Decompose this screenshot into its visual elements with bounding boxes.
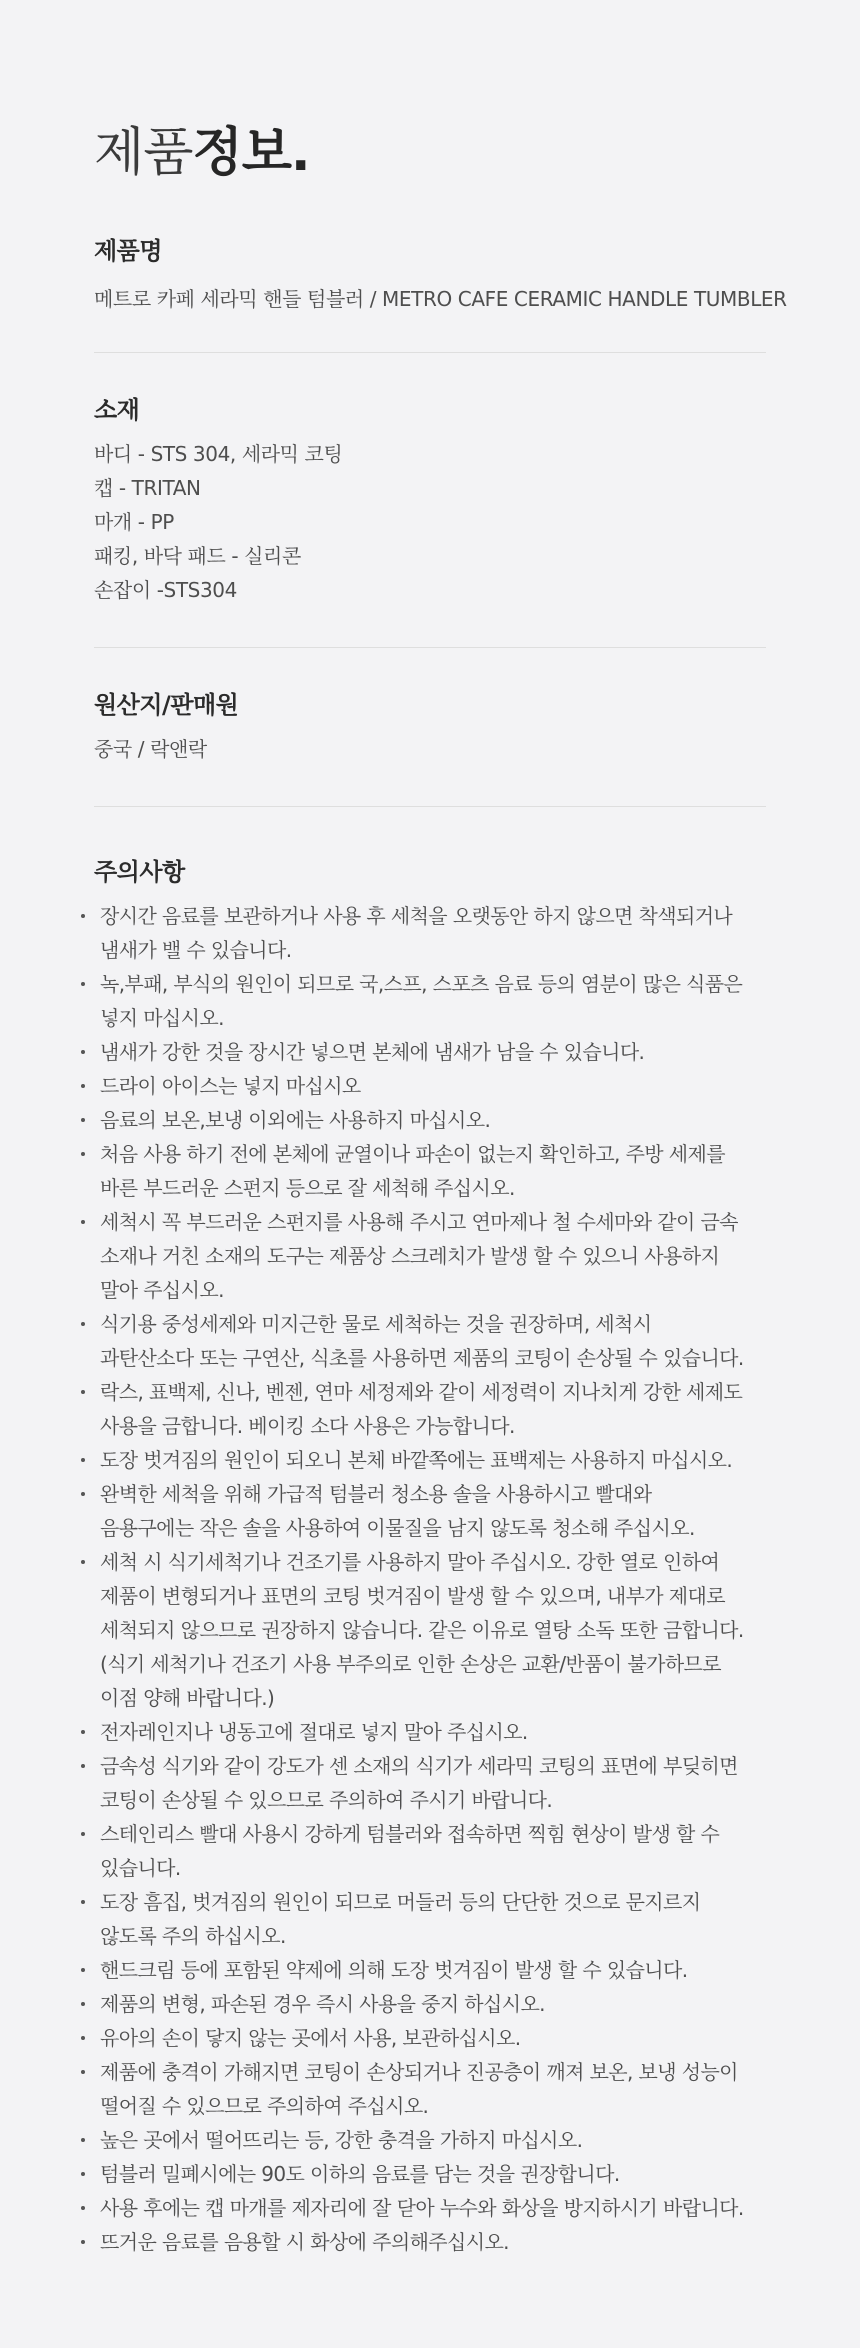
caution-item: 스테인리스 빨대 사용시 강하게 텀블러와 접속하면 찍힘 현상이 발생 할 수 있습니다. [94,1817,766,1885]
material-line: 손잡이 -STS304 [94,578,237,602]
section-divider [94,647,766,648]
section-divider [94,352,766,353]
product-name-value: 메트로 카페 세라믹 핸들 텀블러 / METRO CAFE CERAMIC HANDLE TUMBLER [94,287,787,311]
caution-item: 유아의 손이 닿지 않는 곳에서 사용, 보관하십시오. [94,2021,766,2055]
material-line: 바디 - STS 304, 세라믹 코팅 [94,442,343,466]
material-line: 캡 - TRITAN [94,476,201,500]
caution-item: 텀블러 밀폐시에는 90도 이하의 음료를 담는 것을 권장합니다. [94,2157,766,2191]
caution-item: 금속성 식기와 같이 강도가 센 소재의 식기가 세라믹 코팅의 표면에 부딪히면 코팅이 손상될 수 있으므로 주의하여 주시기 바랍니다. [94,1749,766,1817]
product-name-heading: 제품명 [94,237,163,265]
page-title-bold: 정보. [192,123,310,183]
material-heading: 소재 [94,396,140,424]
origin-value: 중국 / 락앤락 [94,737,207,761]
caution-item: 장시간 음료를 보관하거나 사용 후 세척을 오랫동안 하지 않으면 착색되거나 냄새가 밸 수 있습니다. [94,899,766,967]
caution-item: 도장 벗겨짐의 원인이 되오니 본체 바깥쪽에는 표백제는 사용하지 마십시오. [94,1443,766,1477]
caution-item: 완벽한 세척을 위해 가급적 텀블러 청소용 솔을 사용하시고 빨대와 음용구에는 작은 솔을 사용하여 이물질을 남지 않도록 청소해 주십시오. [94,1477,766,1545]
caution-item: 높은 곳에서 떨어뜨리는 등, 강한 충격을 가하지 마십시오. [94,2123,766,2157]
caution-item: 뜨거운 음료를 음용할 시 화상에 주의해주십시오. [94,2225,766,2259]
caution-item: 녹,부패, 부식의 원인이 되므로 국,스프, 스포츠 음료 등의 염분이 많은 식품은 넣지 마십시오. [94,967,766,1035]
page-title-light: 제품 [94,123,193,183]
origin-section [94,688,766,766]
caution-item: 드라이 아이스는 넣지 마십시오 [94,1069,766,1103]
caution-item: 세척시 꼭 부드러운 스펀지를 사용해 주시고 연마제나 철 수세마와 같이 금속 소재나 거친 소재의 도구는 제품상 스크레치가 발생 할 수 있으니 사용하지 말아 주십시오. [94,1205,766,1307]
caution-item: 처음 사용 하기 전에 본체에 균열이나 파손이 없는지 확인하고, 주방 세제를 바른 부드러운 스펀지 등으로 잘 세척해 주십시오. [94,1137,766,1205]
material-line: 패킹, 바닥 패드 - 실리콘 [94,544,301,568]
caution-item: 냄새가 강한 것을 장시간 넣으면 본체에 냄새가 남을 수 있습니다. [94,1035,766,1069]
caution-item: 사용 후에는 캡 마개를 제자리에 잘 닫아 누수와 화상을 방지하시기 바랍니다. [94,2191,766,2225]
section-divider [94,806,766,807]
caution-item: 식기용 중성세제와 미지근한 물로 세척하는 것을 권장하며, 세척시 과탄산소다 또는 구연산, 식초를 사용하면 제품의 코팅이 손상될 수 있습니다. [94,1307,766,1375]
caution-item: 세척 시 식기세척기나 건조기를 사용하지 말아 주십시오. 강한 열로 인하여 제품이 변형되거나 표면의 코팅 벗겨짐이 발생 할 수 있으며, 내부가 제대로 세척되지 않으므로 권장하지 않습니다. 같은 이유로 열탕 소독 또한 금합니다. (식기 세척기나 건조기 사용 부주의로 인한 손상은 교환/반품이 불가하므로 이점 양해 바랍니다.) [94,1545,766,1715]
material-section [94,393,766,607]
caution-heading: 주의사항 [94,858,185,886]
caution-item: 전자레인지나 냉동고에 절대로 넣지 말아 주십시오. [94,1715,766,1749]
caution-item: 제품의 변형, 파손된 경우 즉시 사용을 중지 하십시오. [94,1987,766,2021]
product-name-section [94,234,787,316]
caution-item: 핸드크림 등에 포함된 약제에 의해 도장 벗겨짐이 발생 할 수 있습니다. [94,1953,766,1987]
caution-item: 제품에 충격이 가해지면 코팅이 손상되거나 진공층이 깨져 보온, 보냉 성능이 떨어질 수 있으므로 주의하여 주십시오. [94,2055,766,2123]
material-line: 마개 - PP [94,510,174,534]
origin-heading: 원산지/판매원 [94,691,239,719]
caution-item: 도장 흠집, 벗겨짐의 원인이 되므로 머들러 등의 단단한 것으로 문지르지 않도록 주의 하십시오. [94,1885,766,1953]
caution-item: 음료의 보온,보냉 이외에는 사용하지 마십시오. [94,1103,766,1137]
caution-item: 락스, 표백제, 신나, 벤젠, 연마 세정제와 같이 세정력이 지나치게 강한 세제도 사용을 금합니다. 베이킹 소다 사용은 가능합니다. [94,1375,766,1443]
page-title [94,118,766,188]
caution-section [94,855,766,2259]
caution-list [94,899,766,2259]
